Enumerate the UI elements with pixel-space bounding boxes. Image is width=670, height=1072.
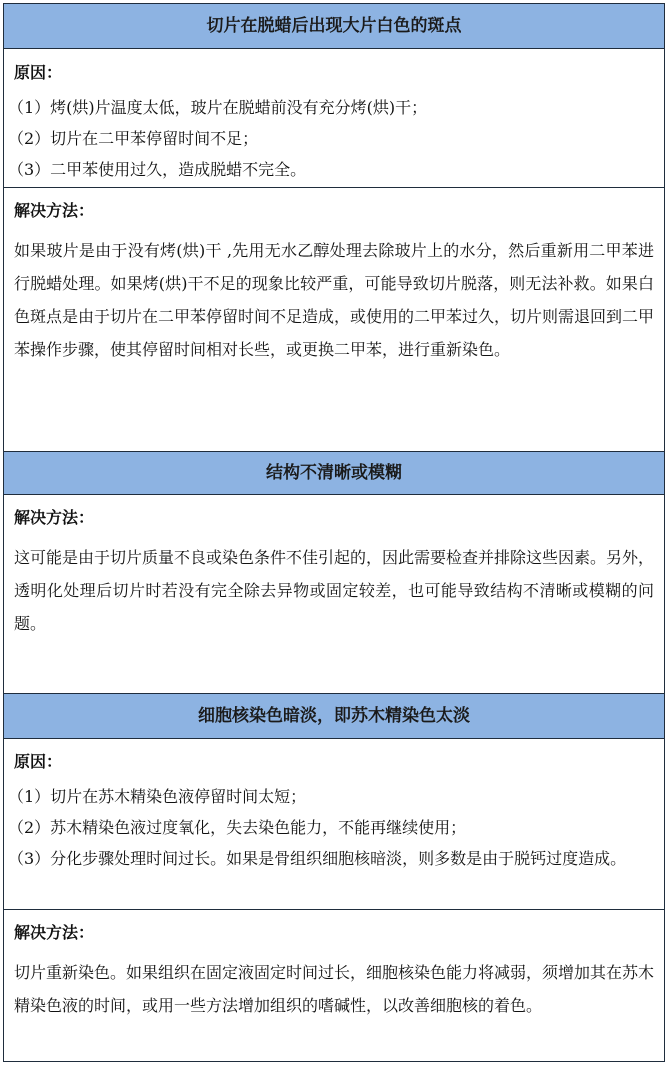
solution-cell [4, 909, 664, 1061]
solution-text: 这可能是由于切片质量不良或染色条件不佳引起的，因此需要检查并排除这些因素。另外，透明化处理后切片时若没有完全除去异物或固定较差，也可能导致结构不清晰或模糊的问题。 [14, 548, 655, 633]
cause-item: （3）二甲苯使用过久，造成脱蜡不完全。 [8, 160, 307, 179]
cause-item: （3）分化步骤处理时间过长。如果是骨组织细胞核暗淡，则多数是由于脱钙过度造成。 [8, 849, 627, 868]
cause-item: （1）切片在苏木精染色液停留时间太短； [8, 787, 307, 806]
cause-item: （1）烤(烘)片温度太低，玻片在脱蜡前没有充分烤(烘)干； [8, 98, 428, 117]
section-blurry-structure [3, 451, 665, 693]
section-title: 结构不清晰或模糊 [4, 451, 664, 495]
section-title: 切片在脱蜡后出现大片白色的斑点 [4, 3, 664, 49]
cause-item: （2）切片在二甲苯停留时间不足； [8, 129, 259, 148]
solution-text: 切片重新染色。如果组织在固定液固定时间过长，细胞核染色能力将减弱，须增加其在苏木精染色液的时间，或用一些方法增加组织的嗜碱性，以改善细胞核的着色。 [14, 963, 655, 1015]
solution-label: 解决方法： [14, 201, 95, 220]
solution-cell [4, 495, 664, 693]
cause-cell [4, 739, 664, 909]
cause-item: （2）苏木精染色液过度氧化，失去染色能力，不能再继续使用； [8, 818, 467, 837]
cause-cell [4, 49, 664, 187]
solution-cell [4, 187, 664, 451]
solution-label: 解决方法： [14, 508, 95, 527]
cause-label: 原因： [14, 752, 63, 771]
solution-text: 如果玻片是由于没有烤(烘)干 ,先用无水乙醇处理去除玻片上的水分，然后重新用二甲苯进行脱蜡处理。如果烤(烘)干不足的现象比较严重，可能导致切片脱落，则无法补救。如果白色斑点是由于切片在二甲苯停留时间不足造成，或使用的二甲苯过久，切片则需退回到二甲苯操作步骤，使其停留时间相对长些，或更换二甲苯，进行重新染色。 [14, 241, 655, 359]
solution-label: 解决方法： [14, 923, 95, 942]
section-title: 细胞核染色暗淡，即苏木精染色太淡 [4, 693, 664, 739]
section-white-spots [3, 3, 665, 451]
troubleshooting-table [3, 3, 665, 1062]
section-pale-nuclei [3, 693, 665, 1062]
cause-label: 原因： [14, 63, 63, 82]
